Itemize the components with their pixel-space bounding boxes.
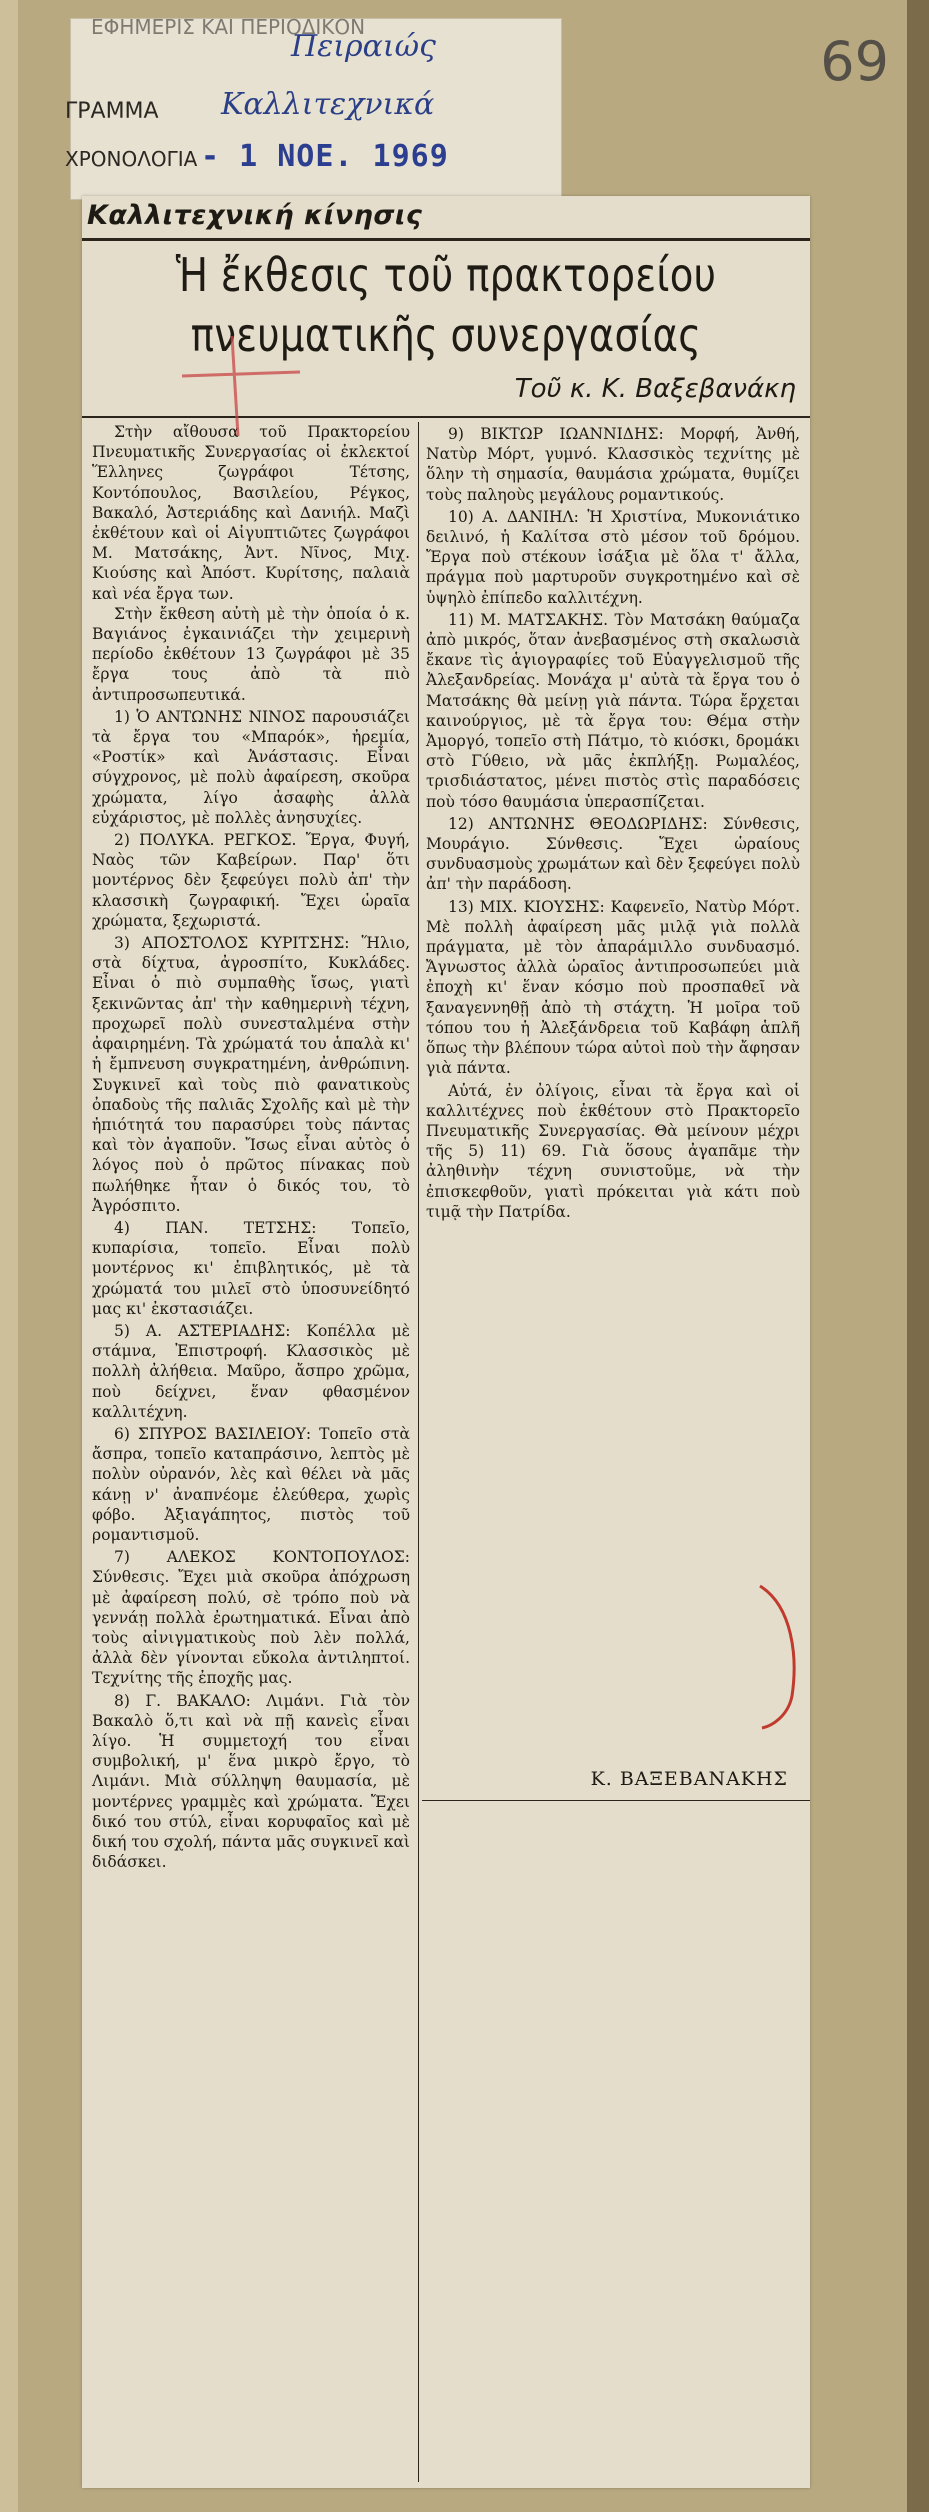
paragraph-exhibition: Στὴν ἔκθεση αὐτὴ μὲ τὴν ὁποία ὁ κ. Βαγιάνος ἐγκαινιάζει τὴν χειμερινὴ περίοδο ἐκθέτουν 13 ζωγράφοι μὲ 35 ἔργα τους ἀπὸ τὰ πιὸ ἀντιπροσωπευτικά. (92, 604, 410, 704)
date-stamp: - 1 ΝΟΕ. 1969 (201, 139, 449, 174)
column-divider (418, 422, 419, 2482)
headline-line-1: Ἡ ἔκθεσις τοῦ πρακτορείου (175, 248, 717, 302)
red-pencil-mark (752, 1576, 812, 1736)
label-date-prefix: ΧΡΟΝΟΛΟΓΙΑ (65, 147, 198, 171)
author-signature: Κ. ΒΑΞΕΒΑΝΑΚΗΣ (590, 1768, 788, 1790)
item-12-theodoridis: 12) ΑΝΤΩΝΗΣ ΘΕΟΔΩΡΙΔΗΣ: Σύνθεσις, Μουράγιο. Σύνθεσις. Ἔχει ὡραίους συνδυασμοὺς χρωμάτων καὶ δὲν ξεφεύγει πολὺ ἀπ' τὴν παράδοση. (426, 814, 801, 894)
byline: Τοῦ κ. Κ. Βαξεβανάκη (514, 374, 796, 404)
page-edge-left (0, 0, 18, 2512)
item-8-vakalo: 8) Γ. ΒΑΚΑΛΟ: Λιμάνι. Γιὰ τὸν Βακαλὸ ὅ,τι καὶ νὰ πῇ κανεὶς εἶναι λίγο. Ἡ συμμετοχή του εἶναι συμβολική, μ' ἕνα μικρὸ ἔργο, τὸ Λιμάνι. Μιὰ σύλληψη θαυμασία, μὲ μοντέρνες γραμμὲς καὶ χρώματα. Ἔχει δικό του στύλ, εἶναι κορυφαῖος καὶ μὲ δική του σχολή, πάντα μᾶς συγκινεῖ καὶ διδάσκει. (92, 1691, 410, 1872)
label-column-name: Καλλιτεχνικά (221, 87, 435, 122)
newspaper-clipping (82, 196, 810, 2488)
paragraph-closing: Αὐτά, ἐν ὀλίγοις, εἶναι τὰ ἔργα καὶ οἱ καλλιτέχνες ποὺ ἐκθέτουν στὸ Πρακτορεῖο Πνευματικῆς Συνεργασίας. Θὰ μείνουν μέχρι τῆς 5) 11) 69. Γιὰ ὅσους ἀγαπᾶμε τὴν ἀληθινὴν τέχνη συνιστοῦμε, νὰ τὴν ἐπισκεφθοῦν, γιατὶ πρόκειται γιὰ κάτι ποὺ τιμᾷ τὴν Πατρίδα. (426, 1081, 800, 1221)
item-9-ioannidis: 9) ΒΙΚΤΩΡ ΙΩΑΝΝΙΔΗΣ: Μορφή, Ἀνθή, Νατὺρ Μόρτ, γυμνό. Κλασσικὸς τεχνίτης μὲ ὅλην τὴ σημασία, θαυμάσια χρώματα, θυμίζει τοὺς παληοὺς μεγάλους ρομαντικούς. (426, 425, 800, 504)
article-column-left (92, 422, 410, 2462)
page-edge-right (907, 0, 929, 2512)
label-newspaper-name: Πειραιώς (291, 29, 436, 64)
item-2-regkos: 2) ΠΟΛΥΚΑ. ΡΕΓΚΟΣ. Ἔργα, Φυγή, Ναὸς τῶν Καβείρων. Παρ' ὅτι μοντέρνος δὲν ξεφεύγει πολὺ ἀπ' τὴν κλασσικὴ ζωγραφική. Ἔχει ὡραῖα χρώματα, ξεχωριστά. (92, 831, 410, 930)
signature-rule (422, 1800, 810, 1801)
item-11-matsakis: 11) Μ. ΜΑΤΣΑΚΗΣ. Τὸν Ματσάκη θαύμαζα ἀπὸ μικρός, ὅταν ἀνεβασμένος στὴ σκαλωσιὰ ἔκανε τὶς ἁγιογραφίες τοῦ Εὐαγγελισμοῦ τῆς Ἀλεξανδρείας. Μονάχα μ' αὐτὰ τὰ ἔργα του ὁ Ματσάκης θὰ μείνῃ γιὰ πάντα. Τώρα ἔρχεται καινούργιος, μὲ τὰ ἔργα του: Θέμα στὴν Ἀμοργό, τοπεῖο στὴ Πάτμο, τὸ κιόσκι, δρομάκι στὸ Γύθειο, νὰ μᾶς ἐκπλήξῃ. Ρωμαλέος, τρισδιάστατος, μένει πιστὸς στὶς παραδόσεις ποὺ τόσο θαυμάσια ὑπερασπίζεται. (426, 610, 800, 811)
label-newspaper-heading: ΕΦΗΜΕΡΙΣ ΚΑΙ ΠΕΡΙΟΔΙΚΟΝ (91, 15, 366, 39)
item-13-kiousis: 13) ΜΙΧ. ΚΙΟΥΣΗΣ: Καφενεῖο, Νατὺρ Μόρτ. Μὲ πολλὴ ἀφαίρεση μᾶς μιλᾷ γιὰ πολλὰ πράγματα, μὲ τὸν ἀπαράμιλλο συνδυασμό. Ἄγνωστος ἀλλὰ ὡραῖος ἀντιπροσωπεύει μιὰ ἐποχὴ κι' ἕναν κόσμο ποὺ προσπαθεῖ νὰ ξαναγεννηθῇ ἀπὸ τὴ στάχτη. Ἡ μοῖρα τοῦ τόπου του ἡ Ἀλεξάνδρεια τοῦ Καβάφη ἁπλῆ ὅπως τὴν βλέπουν τώρα αὐτοὶ ποὺ τὴν ἄφησαν γιὰ πάντα. (426, 897, 800, 1078)
item-6-vasileiou: 6) ΣΠΥΡΟΣ ΒΑΣΙΛΕΙΟΥ: Τοπεῖο στὰ ἄσπρα, τοπεῖο καταπράσινο, λεπτὸς μὲ πολὺν οὐρανόν, λὲς καὶ θέλει νὰ μᾶς κάνῃ ν' ἀναπνέομε ἐλεύθερα, χωρὶς φόβο. Ἀξιαγάπητος, πιστὸς τοῦ ρομαντισμοῦ. (92, 1424, 410, 1544)
headline-line-2: πνευματικῆς συνεργασίας (190, 308, 702, 362)
page-number: 69 (820, 30, 889, 93)
item-1-ninos: 1) Ὁ ΑΝΤΩΝΗΣ ΝΙΝΟΣ παρουσιάζει τὰ ἔργα του «Μπαρόκ», ἠρεμία, «Ροστίκ» καὶ Ἀνάστασις. Εἶναι σύγχρονος, μὲ πολὺ ἀφαίρεση, σκοῦρα χρώματα, λίγο ἀσαφὴς ἀλλὰ εὐχάριστος, μὲ πολλὲς ἀνησυχίες. (92, 707, 410, 827)
article-column-right (426, 422, 800, 1762)
rubric-rule (82, 238, 810, 241)
item-4-tetsis: 4) ΠΑΝ. ΤΕΤΣΗΣ: Τοπεῖο, κυπαρίσια, τοπεῖο. Εἶναι πολὺ μοντέρνος κι' ἐπιβλητικός, μὲ τὰ χρώματά του μιλεῖ στὸ ὑποσυνείδητό μας κι' ἐκστασιάζει. (92, 1218, 410, 1318)
item-10-daniil: 10) Α. ΔΑΝΙΗΛ: Ἡ Χριστίνα, Μυκονιάτικο δειλινό, ἡ Καλίτσα στὸ μέσον τοῦ δρόμου. Ἔργα ποὺ στέκουν ἰσάξια μὲ ὅλα τ' ἄλλα, πράγμα ποὺ μαρτυροῦν συγκροτημένο καὶ σὲ ὑψηλὸ ἐπίπεδο καλλιτέχνη. (426, 507, 800, 607)
item-7-kontopoulos: 7) ΑΛΕΚΟΣ ΚΟΝΤΟΠΟΥΛΟΣ: Σύνθεσις. Ἔχει μιὰ σκοῦρα ἀπόχρωση μὲ ἀφαίρεση πολύ, σὲ τρόπο ποὺ νὰ γεννάῃ πολλὰ ἐρωτηματικά. Εἶναι ἀπὸ τοὺς αἰνιγματικοὺς ποὺ λὲν πολλά, ἀλλὰ δὲν γίνονται εὔκολα ἀντιληπτοί. Τεχνίτης τῆς ἐποχῆς μας. (92, 1548, 410, 1688)
item-3-kyritsis: 3) ΑΠΟΣΤΟΛΟΣ ΚΥΡΙΤΣΗΣ: Ἥλιο, στὰ δίχτυα, ἀγροσπίτο, Κυκλάδες. Εἶναι ὁ πιὸ συμπαθὴς ἴσως, γιατὶ ξεκινῶντας ἀπ' τὴν καθημερινὴ τέχνη, προχωρεῖ πολὺ συνεσταλμένα στὴν ἀφαιρημένη. Τὰ χρώματά του ἁπαλὰ κι' ἡ ἔμπνευση συγκρατημένη, ἀνθρώπινη. Συγκινεῖ καὶ τοὺς πιὸ φανατικοὺς ὀπαδοὺς τῆς παλιᾶς Σχολῆς καὶ μὲ τὴν ἠπιότητά του παρασύρει τοὺς πάντας καὶ τὸν ἀγαποῦν. Ἴσως εἶναι αὐτὸς ὁ λόγος ποὺ ὁ πρῶτος πίνακας ποὺ πωλήθηκε ἦταν ὁ δικός του, τὸ Ἀγρόσπιτο. (92, 934, 410, 1215)
press-clipping-label (65, 15, 562, 200)
label-column-prefix: ΓΡΑΜΜΑ (65, 99, 159, 124)
section-rubric: Καλλιτεχνική κίνησις (87, 200, 423, 231)
item-5-asteriadis: 5) Α. ΑΣΤΕΡΙΑΔΗΣ: Κοπέλλα μὲ στάμνα, Ἐπιστροφή. Κλασσικὸς μὲ πολλὴ ἀλήθεια. Μαῦρο, ἄσπρο χρῶμα, ποὺ δείχνει, ἕναν φθασμένον καλλιτέχνη. (92, 1321, 410, 1421)
paragraph-intro: Στὴν αἴθουσα τοῦ Πρακτορείου Πνευματικῆς Συνεργασίας οἱ ἐκλεκτοί Ἕλληνες ζωγράφοι Τέτσης, Κοντόπουλος, Βασιλείου, Ρέγκος, Βακαλό, Ἀστεριάδης καὶ Δανιήλ. Μαζὶ ἐκθέτουν καὶ οἱ Αἰγυπτιῶτες ζωγράφοι Μ. Ματσάκης, Ἀντ. Νῖνος, Μιχ. Κιούσης καὶ Ἀπόστ. Κυρίτσης, παλαιὰ καὶ νέα ἔργα των. (92, 423, 410, 603)
